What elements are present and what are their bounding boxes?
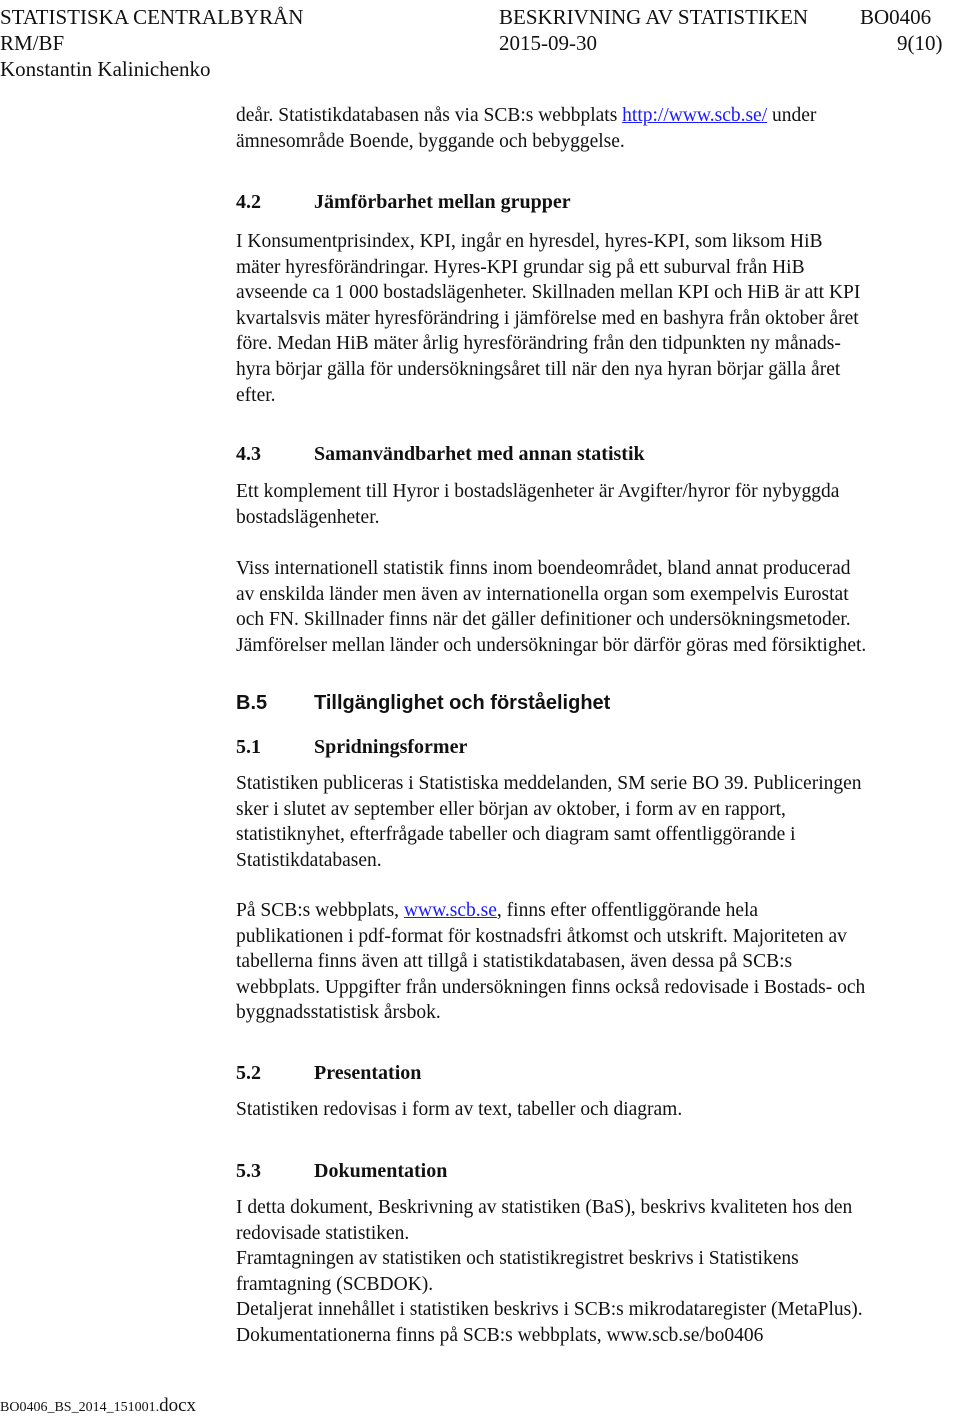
text-line: webbplats. Uppgifter från undersökningen finns också redovisade i Bostads- och: [236, 976, 866, 998]
section-4-3-paragraph-2: [236, 556, 866, 658]
text-line: [236, 898, 865, 924]
text-line: och FN. Skillnader finns när det gäller definitioner och undersökningsmetoder.: [236, 609, 851, 631]
text-fragment: , finns efter offentliggörande hela: [496, 900, 759, 921]
section-number-4-3: 4.3: [236, 443, 261, 465]
text-line: bostadslägenheter.: [236, 506, 380, 528]
text-line: sker i slutet av september eller början av oktober, i form av en rapport,: [236, 798, 786, 820]
text-line: Viss internationell statistik finns inom boendeområdet, bland annat producerad: [236, 558, 851, 579]
section-title-4-3: Samanvändbarhet med annan statistik: [314, 443, 645, 465]
text-line: tabellerna finns även att tillgå i statistikdatabasen, även dessa på SCB:s: [236, 951, 793, 973]
text-line: Dokumentationerna finns på SCB:s webbplats, www.scb.se/bo0406: [236, 1324, 764, 1346]
text-line: Ett komplement till Hyror i bostadslägenheter är Avgifter/hyror för nybyggda: [236, 481, 840, 502]
text-line: kvartalsvis mäter hyresförändring i jämförelse med en bashyra från oktober året: [236, 307, 859, 329]
header-author: Konstantin Kalinichenko: [0, 57, 211, 81]
text-line: avseende ca 1 000 bostadslägenheter. Skillnaden mellan KPI och HiB är att KPI: [236, 282, 861, 304]
text-fragment: På SCB:s webbplats,: [236, 900, 404, 921]
text-line: I Konsumentprisindex, KPI, ingår en hyresdel, hyres-KPI, som liksom HiB: [236, 231, 823, 252]
text-line: före. Medan HiB mäter årlig hyresförändring från den tidpunkten ny månads-: [236, 333, 841, 355]
header-org: STATISTISKA CENTRALBYRÅN: [0, 5, 304, 29]
section-number-4-2: 4.2: [236, 191, 261, 213]
section-5-2-paragraph: Statistiken redovisas i form av text, tabeller och diagram.: [236, 1099, 683, 1120]
section-title-b5: Tillgänglighet och förståelighet: [314, 692, 611, 714]
text-line: Statistiken publiceras i Statistiska meddelanden, SM serie BO 39. Publiceringen: [236, 773, 862, 794]
footer-filename-base: BO0406_BS_2014_151001.: [0, 1400, 160, 1415]
header-doc-code: BO0406: [860, 5, 932, 29]
text-line: publikationen i pdf-format för kostnadsfri åtkomst och utskrift. Majoriteten av: [236, 925, 847, 947]
section-number-5-2: 5.2: [236, 1062, 261, 1084]
section-title-5-2: Presentation: [314, 1062, 422, 1084]
text-line: I detta dokument, Beskrivning av statistiken (BaS), beskrivs kvaliteten hos den: [236, 1197, 853, 1218]
section-title-4-2: Jämförbarhet mellan grupper: [314, 191, 571, 213]
intro-text-end: under: [767, 105, 817, 126]
section-number-b5: B.5: [236, 692, 268, 714]
text-line: mäter hyresförändringar. Hyres-KPI grundar sig på ett suburval från HiB: [236, 256, 805, 278]
header-doc-title: BESKRIVNING AV STATISTIKEN: [499, 5, 809, 29]
intro-line-2: ämnesområde Boende, byggande och bebyggelse.: [236, 130, 625, 152]
text-line: statistiknyhet, efterfrågade tabeller och diagram samt offentliggörande i: [236, 824, 796, 846]
scb-link[interactable]: http://www.scb.se/: [622, 105, 768, 126]
section-5-3-paragraph: [236, 1195, 863, 1349]
text-line: byggnadsstatistisk årsbok.: [236, 1002, 441, 1024]
section-number-5-3: 5.3: [236, 1160, 261, 1182]
section-number-5-1: 5.1: [236, 736, 261, 758]
scb-website-link[interactable]: www.scb.se: [403, 900, 497, 921]
text-line: Statistikdatabasen.: [236, 849, 382, 871]
section-5-1-paragraph-2: [236, 898, 865, 1026]
text-line: Detaljerat innehållet i statistiken beskrivs i SCB:s mikrodataregister (MetaPlus).: [236, 1299, 863, 1321]
section-title-5-1: Spridningsformer: [314, 736, 468, 758]
section-4-2-paragraph: [236, 229, 860, 408]
text-line: Framtagningen av statistiken och statistikregistret beskrivs i Statistikens: [236, 1248, 799, 1270]
text-line: Jämförelser mellan länder och undersökningar bör därför göras med försiktighet.: [236, 634, 867, 656]
footer-filename: [0, 1396, 196, 1418]
section-title-5-3: Dokumentation: [314, 1160, 448, 1182]
footer-filename-ext: docx: [159, 1395, 197, 1416]
section-5-1-paragraph-1: [236, 771, 862, 873]
header-dept: RM/BF: [0, 31, 65, 55]
intro-paragraph: [236, 103, 816, 154]
section-4-3-paragraph-1: [236, 479, 839, 530]
text-line: framtagning (SCBDOK).: [236, 1273, 434, 1295]
text-line: efter.: [236, 384, 276, 406]
intro-text: deår. Statistikdatabasen nås via SCB:s webbplats: [236, 105, 623, 126]
header-date: 2015-09-30: [499, 31, 597, 55]
text-line: hyra börjar gälla för undersökningsåret till när den nya hyran börjar gälla året: [236, 358, 841, 380]
text-line: av enskilda länder men även av internationella organ som exempelvis Eurostat: [236, 583, 849, 605]
header-page-number: 9(10): [897, 31, 943, 55]
intro-line-1: [236, 103, 816, 129]
text-line: redovisade statistiken.: [236, 1222, 410, 1244]
